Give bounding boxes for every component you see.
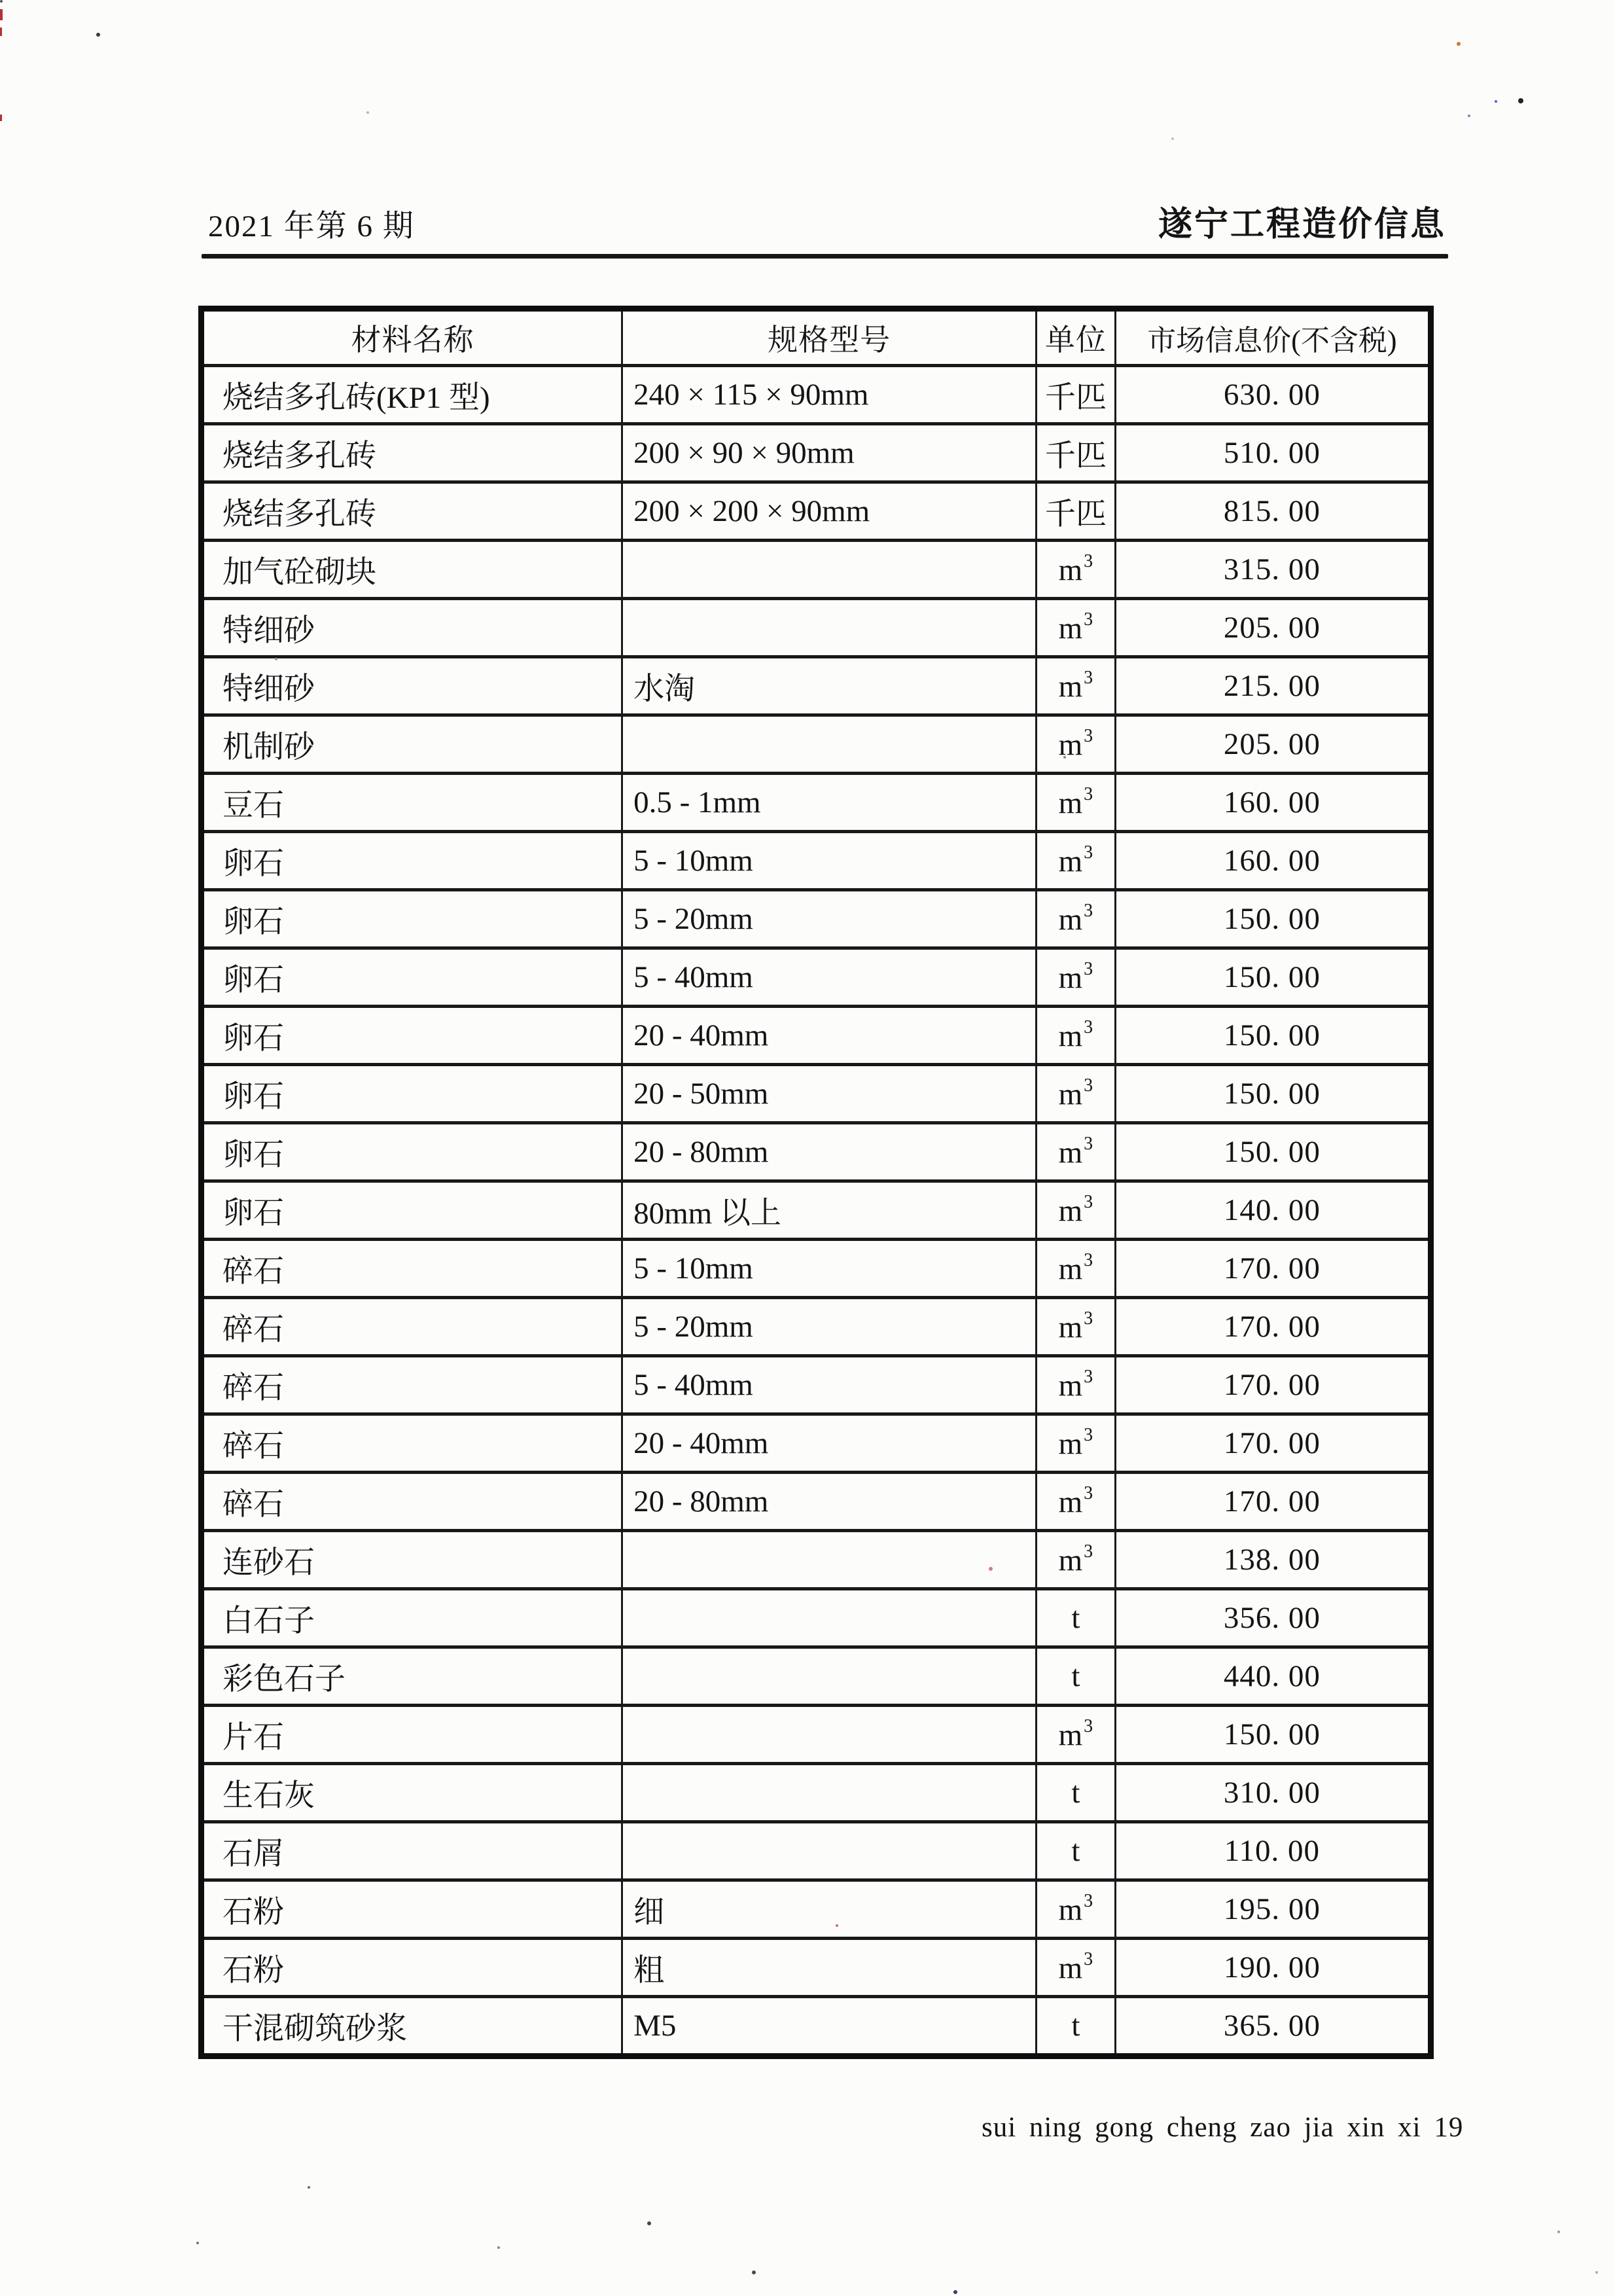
cell-spec [622, 541, 1037, 599]
cell-spec: 细 [622, 1880, 1037, 1939]
cell-material: 白石子 [202, 1589, 622, 1647]
cell-price: 170. 00 [1115, 1298, 1430, 1356]
cell-price: 150. 00 [1115, 948, 1430, 1007]
cell-spec [622, 1764, 1037, 1822]
cell-spec: 20 - 40mm [622, 1007, 1037, 1065]
publication-title: 遂宁工程造价信息 [1158, 206, 1446, 243]
col-header-material: 材料名称 [202, 309, 622, 366]
cell-unit: $m^3$ [1037, 774, 1116, 832]
cell-price: 205. 00 [1115, 599, 1430, 657]
cell-spec: 粗 [622, 1939, 1037, 1997]
cell-price: 510. 00 [1115, 424, 1430, 482]
cell-unit: $m^3$ [1037, 1473, 1116, 1531]
cell-unit: $m^3$ [1037, 1880, 1116, 1939]
table-row [202, 1939, 1431, 1997]
cell-unit: t [1037, 1589, 1116, 1647]
table-header-row [202, 309, 1431, 366]
price-table [198, 306, 1434, 2059]
table-row [202, 1997, 1431, 2056]
table-row [202, 1356, 1431, 1414]
cell-spec [622, 1531, 1037, 1589]
cell-price: 630. 00 [1115, 366, 1430, 424]
cell-unit: $m^3$ [1037, 1298, 1116, 1356]
table-row [202, 1181, 1431, 1240]
table-row [202, 366, 1431, 424]
col-header-unit: 单位 [1037, 309, 1116, 366]
scan-speckles [0, 0, 3, 3]
price-table-wrap [198, 306, 1434, 2059]
cell-unit: $m^3$ [1037, 1706, 1116, 1764]
table-row [202, 1706, 1431, 1764]
table-row [202, 1764, 1431, 1822]
cell-spec [622, 1589, 1037, 1647]
cell-material: 烧结多孔砖 [202, 424, 622, 482]
cell-price: 815. 00 [1115, 482, 1430, 541]
cell-spec: 20 - 40mm [622, 1414, 1037, 1473]
header-rule [202, 254, 1448, 259]
cell-material: 生石灰 [202, 1764, 622, 1822]
cell-price: 195. 00 [1115, 1880, 1430, 1939]
cell-spec: 80mm 以上 [622, 1181, 1037, 1240]
cell-unit: $m^3$ [1037, 1531, 1116, 1589]
cell-price: 150. 00 [1115, 1706, 1430, 1764]
cell-material: 烧结多孔砖 [202, 482, 622, 541]
cell-unit: $m^3$ [1037, 715, 1116, 774]
cell-unit: $m^3$ [1037, 948, 1116, 1007]
table-row [202, 948, 1431, 1007]
cell-material: 特细砂 [202, 599, 622, 657]
cell-unit: t [1037, 1822, 1116, 1880]
cell-price: 110. 00 [1115, 1822, 1430, 1880]
cell-material: 干混砌筑砂浆 [202, 1997, 622, 2056]
cell-spec: 20 - 80mm [622, 1473, 1037, 1531]
cell-spec: 5 - 10mm [622, 1240, 1037, 1298]
cell-spec: 5 - 10mm [622, 832, 1037, 890]
cell-spec: 240 × 115 × 90mm [622, 366, 1037, 424]
table-body [202, 366, 1431, 2056]
cell-material: 特细砂 [202, 657, 622, 715]
cell-spec: 5 - 40mm [622, 1356, 1037, 1414]
cell-material: 卵石 [202, 1181, 622, 1240]
cell-spec: 20 - 80mm [622, 1123, 1037, 1181]
cell-unit: 千匹 [1037, 482, 1116, 541]
cell-unit: $m^3$ [1037, 1240, 1116, 1298]
cell-material: 卵石 [202, 948, 622, 1007]
cell-unit: $m^3$ [1037, 541, 1116, 599]
cell-material: 卵石 [202, 1065, 622, 1123]
cell-unit: $m^3$ [1037, 832, 1116, 890]
cell-material: 加气砼砌块 [202, 541, 622, 599]
cell-spec: 5 - 40mm [622, 948, 1037, 1007]
cell-price: 310. 00 [1115, 1764, 1430, 1822]
table-row [202, 774, 1431, 832]
cell-unit: $m^3$ [1037, 890, 1116, 948]
issue-label: 2021 年第 6 期 [208, 209, 415, 243]
cell-price: 356. 00 [1115, 1589, 1430, 1647]
table-row [202, 657, 1431, 715]
table-row [202, 1007, 1431, 1065]
cell-spec: 200 × 90 × 90mm [622, 424, 1037, 482]
cell-material: 碎石 [202, 1240, 622, 1298]
cell-price: 365. 00 [1115, 1997, 1430, 2056]
cell-spec [622, 1822, 1037, 1880]
cell-spec: 5 - 20mm [622, 890, 1037, 948]
table-row [202, 1822, 1431, 1880]
cell-material: 碎石 [202, 1473, 622, 1531]
cell-price: 315. 00 [1115, 541, 1430, 599]
table-row [202, 832, 1431, 890]
cell-price: 170. 00 [1115, 1414, 1430, 1473]
cell-unit: $m^3$ [1037, 1414, 1116, 1473]
cell-spec [622, 715, 1037, 774]
cell-material: 碎石 [202, 1298, 622, 1356]
table-row [202, 1473, 1431, 1531]
table-row [202, 1880, 1431, 1939]
table-row [202, 1414, 1431, 1473]
cell-unit: t [1037, 1647, 1116, 1706]
cell-material: 石屑 [202, 1822, 622, 1880]
table-row [202, 890, 1431, 948]
cell-material: 碎石 [202, 1356, 622, 1414]
cell-material: 彩色石子 [202, 1647, 622, 1706]
cell-price: 170. 00 [1115, 1473, 1430, 1531]
cell-spec [622, 1647, 1037, 1706]
table-row [202, 1123, 1431, 1181]
cell-spec [622, 1706, 1037, 1764]
cell-price: 160. 00 [1115, 774, 1430, 832]
scan-red-mark [0, 27, 2, 36]
cell-unit: $m^3$ [1037, 1356, 1116, 1414]
cell-unit: t [1037, 1764, 1116, 1822]
cell-price: 170. 00 [1115, 1240, 1430, 1298]
footer-page-label: sui ning gong cheng zao jia xin xi 19 [982, 2112, 1464, 2143]
cell-unit: $m^3$ [1037, 1007, 1116, 1065]
cell-spec: 水淘 [622, 657, 1037, 715]
cell-spec: M5 [622, 1997, 1037, 2056]
cell-price: 140. 00 [1115, 1181, 1430, 1240]
cell-unit: $m^3$ [1037, 1939, 1116, 1997]
table-row [202, 1240, 1431, 1298]
table-row [202, 599, 1431, 657]
cell-material: 豆石 [202, 774, 622, 832]
cell-material: 烧结多孔砖(KP1 型) [202, 366, 622, 424]
cell-price: 205. 00 [1115, 715, 1430, 774]
cell-spec: 20 - 50mm [622, 1065, 1037, 1123]
cell-material: 连砂石 [202, 1531, 622, 1589]
cell-price: 190. 00 [1115, 1939, 1430, 1997]
cell-unit: $m^3$ [1037, 1181, 1116, 1240]
cell-unit: $m^3$ [1037, 657, 1116, 715]
cell-price: 215. 00 [1115, 657, 1430, 715]
table-row [202, 1065, 1431, 1123]
table-row [202, 715, 1431, 774]
cell-price: 150. 00 [1115, 1065, 1430, 1123]
cell-spec [622, 599, 1037, 657]
cell-material: 机制砂 [202, 715, 622, 774]
scan-red-mark [0, 9, 3, 20]
cell-material: 卵石 [202, 890, 622, 948]
cell-unit: 千匹 [1037, 424, 1116, 482]
cell-price: 150. 00 [1115, 890, 1430, 948]
cell-material: 卵石 [202, 832, 622, 890]
cell-unit: 千匹 [1037, 366, 1116, 424]
cell-material: 石粉 [202, 1880, 622, 1939]
cell-material: 卵石 [202, 1123, 622, 1181]
cell-price: 170. 00 [1115, 1356, 1430, 1414]
cell-unit: $m^3$ [1037, 1065, 1116, 1123]
cell-unit: t [1037, 1997, 1116, 2056]
cell-unit: $m^3$ [1037, 599, 1116, 657]
table-row [202, 1647, 1431, 1706]
table-row [202, 541, 1431, 599]
table-row [202, 1531, 1431, 1589]
cell-spec: 0.5 - 1mm [622, 774, 1037, 832]
scan-red-mark [0, 115, 2, 121]
col-header-price: 市场信息价(不含税) [1115, 309, 1430, 366]
cell-material: 碎石 [202, 1414, 622, 1473]
cell-material: 石粉 [202, 1939, 622, 1997]
table-row [202, 482, 1431, 541]
cell-price: 440. 00 [1115, 1647, 1430, 1706]
cell-price: 150. 00 [1115, 1007, 1430, 1065]
cell-price: 160. 00 [1115, 832, 1430, 890]
cell-spec: 5 - 20mm [622, 1298, 1037, 1356]
cell-price: 138. 00 [1115, 1531, 1430, 1589]
table-row [202, 424, 1431, 482]
cell-unit: $m^3$ [1037, 1123, 1116, 1181]
table-row [202, 1298, 1431, 1356]
cell-spec: 200 × 200 × 90mm [622, 482, 1037, 541]
cell-material: 片石 [202, 1706, 622, 1764]
cell-material: 卵石 [202, 1007, 622, 1065]
cell-price: 150. 00 [1115, 1123, 1430, 1181]
col-header-spec: 规格型号 [622, 309, 1037, 366]
table-row [202, 1589, 1431, 1647]
